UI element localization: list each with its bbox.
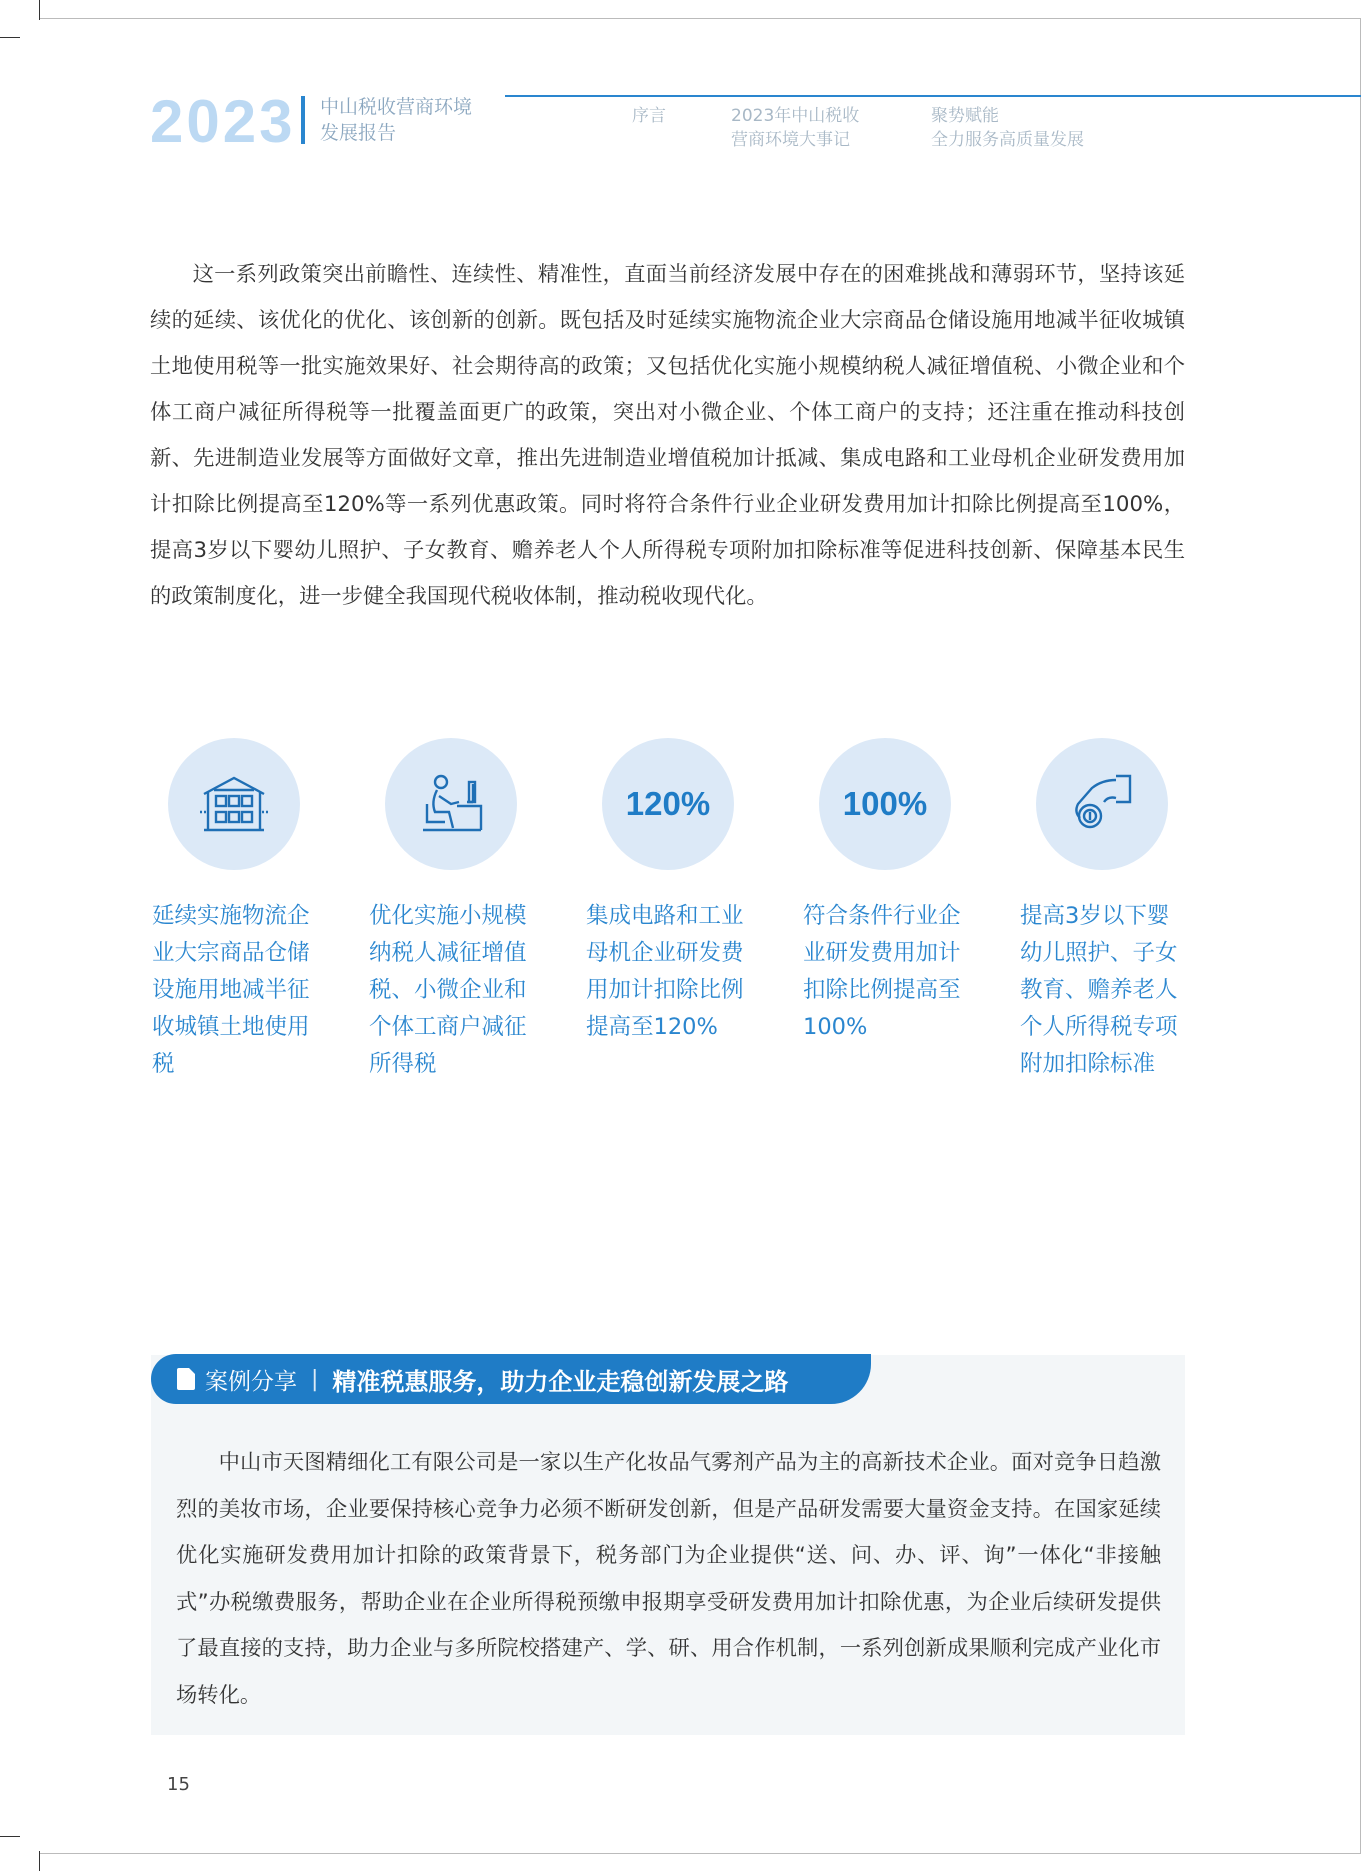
report-title-line2: 发展报告	[320, 122, 397, 144]
case-study-header	[151, 1354, 871, 1404]
policy-5-caption: 提高3岁以下婴幼儿照护、子女教育、赡养老人个人所得税专项附加扣除标准	[1020, 903, 1178, 1077]
crop-mark-top	[39, 0, 40, 20]
report-year: 2023	[150, 88, 296, 155]
nav-preface[interactable]: 序言	[632, 106, 666, 126]
policy-2-circle	[385, 738, 517, 870]
crop-mark-left-top	[0, 37, 20, 38]
warehouse-icon	[198, 768, 270, 840]
policy-2-caption: 优化实施小规模纳税人减征增值税、小微企业和个体工商户减征所得税	[369, 903, 527, 1077]
policy-3-circle	[602, 738, 734, 870]
nav-events[interactable]: 2023年中山税收 营商环境大事记	[731, 106, 860, 150]
case-study-text: 中山市天图精细化工有限公司是一家以生产化妆品气雾剂产品为主的高新技术企业。面对竞争日趋激烈的美妆市场，企业要保持核心竞争力必须不断研发创新，但是产品研发需要大量资金支持。在国家延续优化实施研发费用加计扣除的政策背景下，税务部门为企业提供“送、问、办、评、询”一体化“非接触式”办税缴费服务，帮助企业在企业所得税预缴申报期享受研发费用加计扣除优惠，为企业后续研发提供了最直接的支持，助力企业与多所院校搭建产、学、研、用合作机制，一系列创新成果顺利完成产业化市场转化。	[176, 1450, 1161, 1708]
worker-desk-icon	[415, 768, 487, 840]
report-title-line1: 中山税收营商环境	[320, 96, 473, 118]
report-title	[320, 94, 472, 146]
percent-120-badge: 120%	[625, 785, 711, 822]
crop-mark-bottom	[39, 1851, 40, 1871]
page-edge-bottom	[40, 1853, 1361, 1854]
document-icon	[177, 1368, 195, 1390]
header-rule	[505, 95, 1361, 97]
page-edge-top	[40, 18, 1361, 19]
policy-1-caption: 延续实施物流企业大宗商品仓储设施用地减半征收城镇土地使用税	[152, 903, 310, 1077]
policy-5-circle	[1036, 738, 1168, 870]
policy-1-circle	[168, 738, 300, 870]
header-divider	[301, 96, 305, 144]
percent-100-badge: 100%	[842, 785, 928, 822]
nav-empower[interactable]: 聚势赋能 全力服务高质量发展	[931, 106, 1084, 150]
page-number: 15	[167, 1774, 190, 1795]
crop-mark-left-bottom	[0, 1836, 20, 1837]
hand-coin-icon	[1066, 768, 1138, 840]
intro-paragraph: 这一系列政策突出前瞻性、连续性、精准性，直面当前经济发展中存在的困难挑战和薄弱环节，坚持该延续的延续、该优化的优化、该创新的创新。既包括及时延续实施物流企业大宗商品仓储设施用地减半征收城镇土地使用税等一批实施效果好、社会期待高的政策；又包括优化实施小规模纳税人减征增值税、小微企业和个体工商户减征所得税等一批覆盖面更广的政策，突出对小微企业、个体工商户的支持；还注重在推动科技创新、先进制造业发展等方面做好文章，推出先进制造业增值税加计抵减、集成电路和工业母机企业研发费用加计扣除比例提高至120%等一系列优惠政策。同时将符合条件行业企业研发费用加计扣除比例提高至100%，提高3岁以下婴幼儿照护、子女教育、赡养老人个人所得税专项附加扣除标准等促进科技创新、保障基本民生的政策制度化，进一步健全我国现代税收体制，推动税收现代化。	[150, 262, 1185, 609]
case-study-separator: |	[311, 1366, 319, 1392]
case-study-title: 精准税惠服务，助力企业走稳创新发展之路	[332, 1367, 789, 1396]
policy-3-caption: 集成电路和工业母机企业研发费用加计扣除比例提高至120%	[586, 903, 744, 1040]
policy-4-circle	[819, 738, 951, 870]
policy-4-caption: 符合条件行业企业研发费用加计扣除比例提高至100%	[803, 903, 961, 1040]
case-study-label: 案例分享	[205, 1368, 297, 1395]
